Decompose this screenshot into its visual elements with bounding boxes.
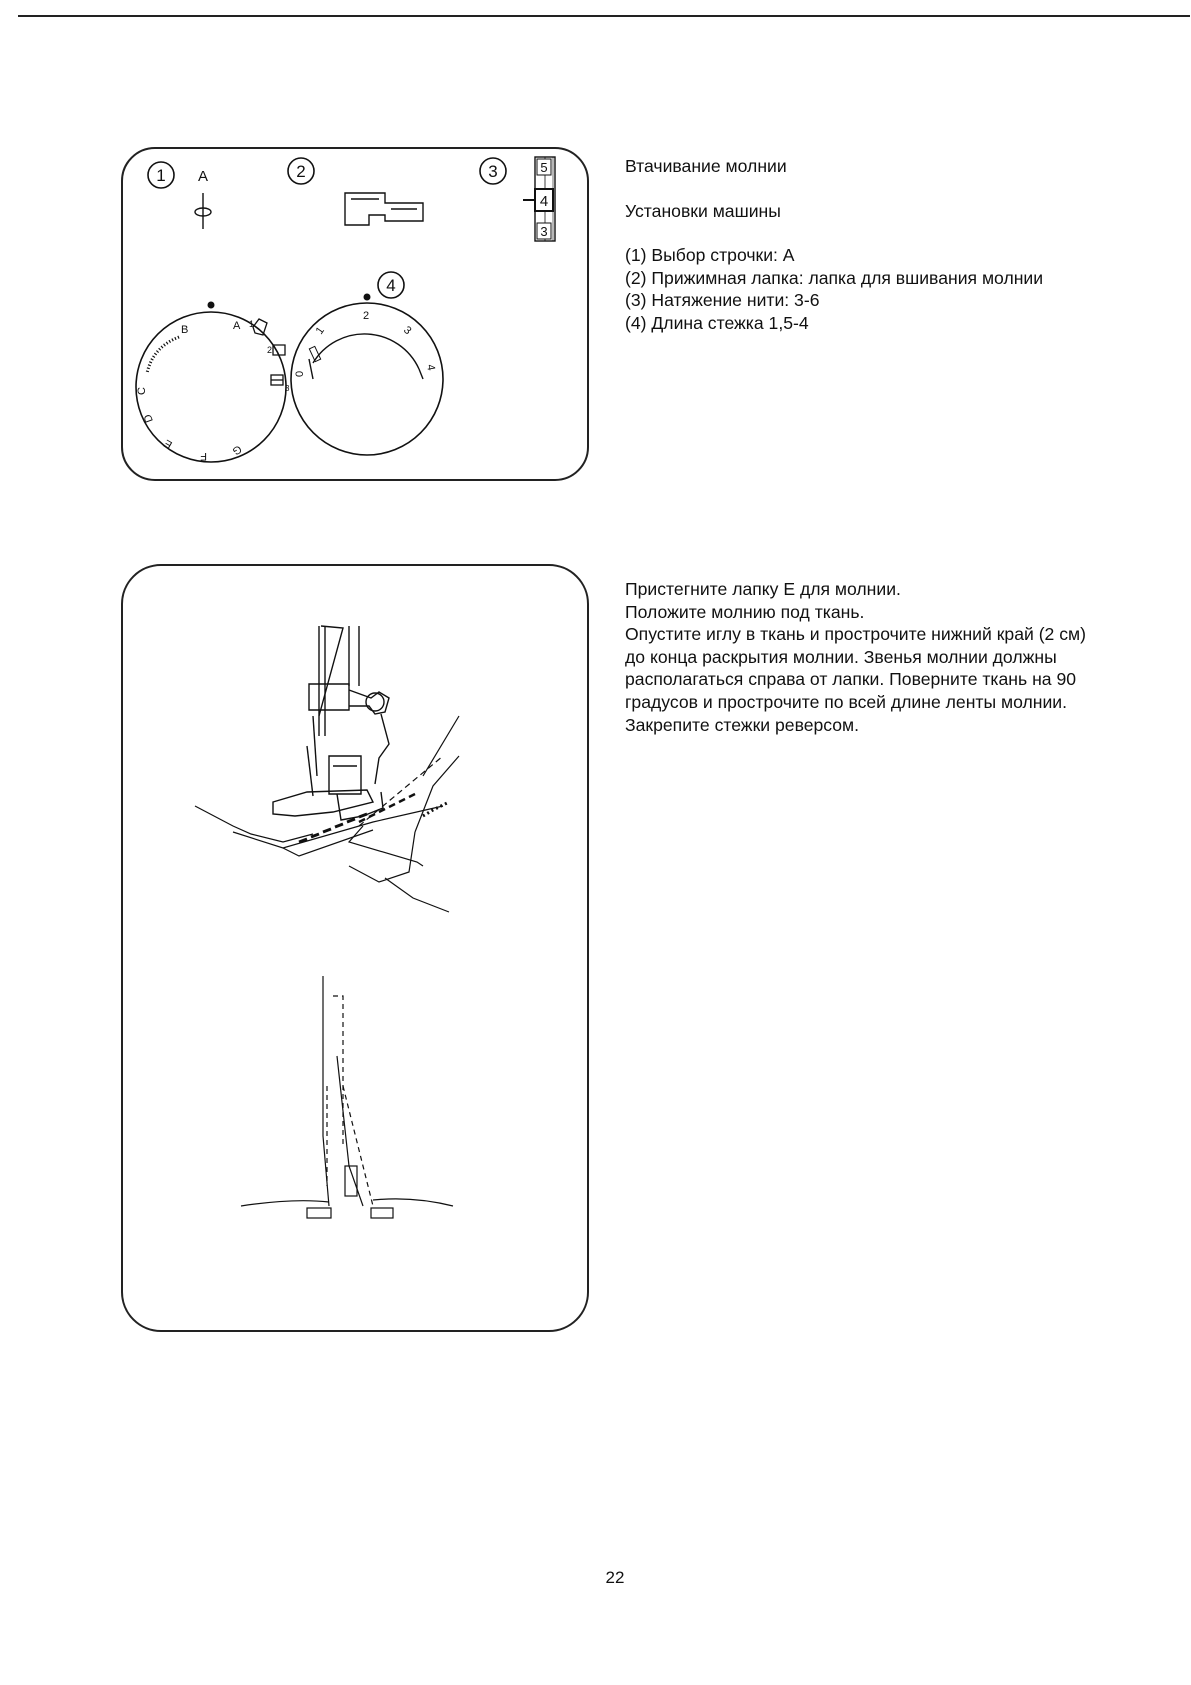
callout-3 [480,158,506,184]
callout-2-number: 2 [296,162,306,181]
pattern-selector-dial [136,302,290,463]
zipper-seam-bottom [241,976,453,1218]
pattern-number-2: 2 [267,345,273,355]
pattern-letter-d: D [141,412,156,425]
setting-item-1: (1) Выбор строчки: А [625,245,795,266]
tension-value-5: 5 [540,160,548,175]
stitch-letter: A [197,168,209,185]
callout-1-number: 1 [156,166,166,185]
pattern-letter-f: F [200,450,207,462]
instruction-line-2: Положите молнию под ткань. [625,601,865,622]
straight-stitch-icon [195,193,211,229]
setting-item-4: (4) Длина стежка 1,5-4 [625,312,809,333]
top-rule [18,15,1190,17]
section-title: Втачивание молнии [625,156,787,176]
settings-diagram [123,149,587,479]
settings-subtitle: Установки машины [625,200,781,221]
length-mark-0: 0 [294,370,306,377]
length-mark-4: 4 [424,363,437,372]
length-mark-1: 1 [313,324,327,337]
instruction-line-3: Опустите иглу в ткань и прострочите нижний край (2 см) до конца раскрытия молнии. Звенья молнии должны располагаться справа от лапки. Поверните ткань на 90 градусов и прострочите по всей длине ленты молнии. Закрепите стежки реверсом. [625,624,1086,735]
thread-tension-indicator [523,157,555,241]
setting-item-2: (2) Прижимная лапка: лапка для вшивания молнии [625,267,1044,288]
tension-value-3: 3 [540,224,548,239]
length-mark-3: 3 [401,324,414,338]
instruction-line-1: Пристегните лапку Е для молнии. [625,579,901,599]
pattern-letter-c: C [136,387,148,395]
machine-settings-panel [121,147,589,481]
settings-text [625,155,1085,335]
pattern-letter-e: E [162,436,175,451]
presser-foot-and-needle [273,626,389,820]
pattern-letter-a: A [233,320,241,332]
callout-4 [378,272,404,298]
fabric-and-zipper-top [195,716,459,912]
instructions-text [625,578,1095,736]
length-mark-2: 2 [363,310,370,322]
callout-3-number: 3 [488,162,498,181]
zipper-illustration-panel [121,564,589,1332]
pattern-number-3: 3 [285,384,290,393]
pattern-number-1: 1 [249,319,255,329]
pattern-letter-g: G [230,442,244,458]
callout-1 [148,162,174,188]
zipper-sewing-illustration [123,566,587,1330]
stitch-length-dial [291,294,443,456]
zipper-foot-icon [345,193,423,225]
tension-value-4: 4 [539,193,549,210]
callout-2 [288,158,314,184]
page-number: 22 [605,1568,625,1587]
callout-4-number: 4 [386,276,396,295]
pattern-letter-b: B [181,324,189,336]
setting-item-3: (3) Натяжение нити: 3-6 [625,290,820,311]
